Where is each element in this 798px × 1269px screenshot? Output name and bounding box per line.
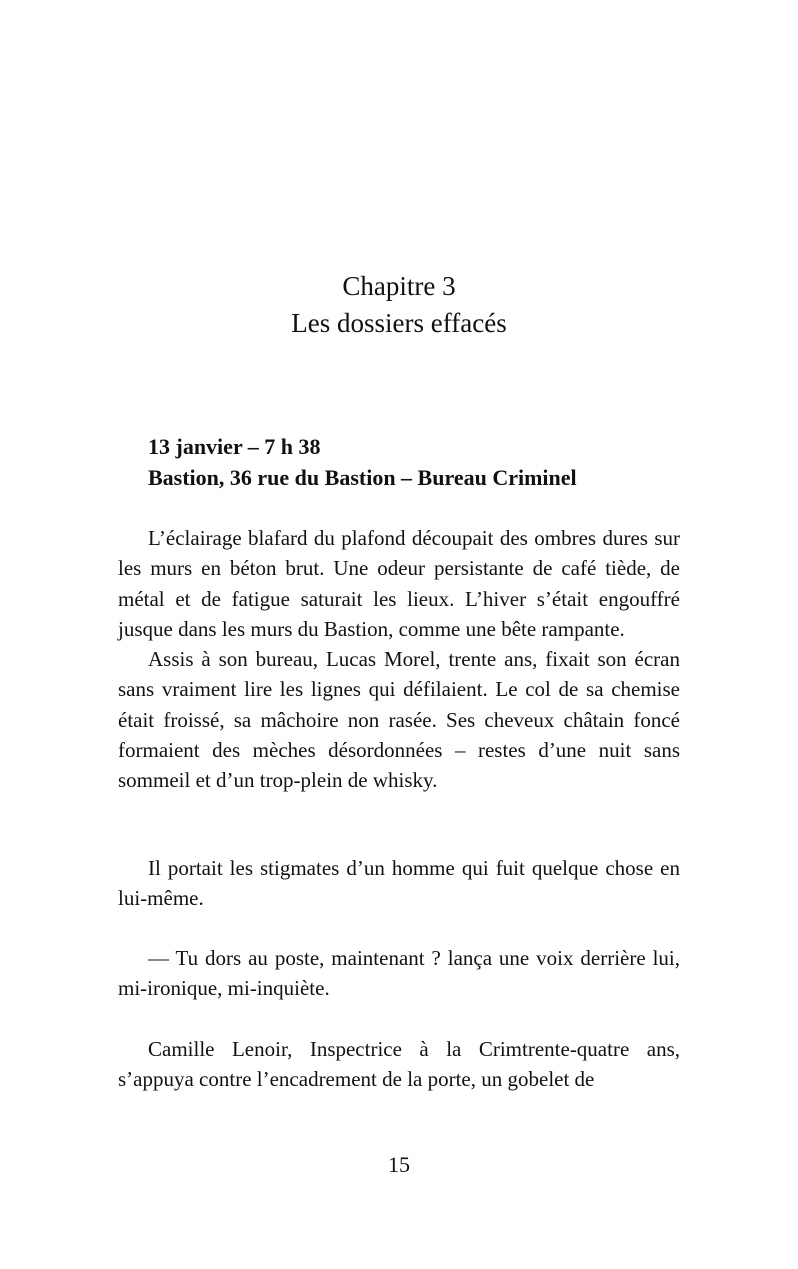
paragraph: Il portait les stigmates d’un homme qui fuit quelque chose en lui-même. xyxy=(118,856,680,911)
text-block-dialogue xyxy=(118,943,680,1004)
scene-date-time: 13 janvier – 7 h 38 xyxy=(148,434,321,459)
paragraph: Camille Lenoir, Inspectrice à la Crimtrente-quatre ans, s’appuya contre l’encadrement de la porte, un gobelet de xyxy=(118,1037,680,1092)
paragraph: L’éclairage blafard du plafond découpait des ombres dures sur les murs en béton brut. Une odeur persistante de café tiède, de métal et de fatigue saturait les lieux. L’hiver s’était engouffré jusque dans les murs du Bastion, comme une bête rampante. xyxy=(118,526,680,641)
chapter-heading xyxy=(0,268,798,342)
paragraph: Assis à son bureau, Lucas Morel, trente ans, fixait son écran sans vraiment lire les lignes qui défilaient. Le col de sa chemise était froissé, sa mâchoire non rasée. Ses cheveux châtain foncé formaient des mèches désordonnées – restes d’une nuit sans sommeil et d’un trop-plein de whisky. xyxy=(118,647,680,793)
chapter-number: Chapitre 3 xyxy=(342,271,456,301)
scene-header xyxy=(148,431,708,493)
text-block-stigmates xyxy=(118,853,680,914)
text-block-opening xyxy=(118,523,680,796)
page-number: 15 xyxy=(388,1152,410,1177)
chapter-title: Les dossiers effacés xyxy=(291,308,507,338)
scene-location: Bastion, 36 rue du Bastion – Bureau Criminel xyxy=(148,465,577,490)
text-block-camille xyxy=(118,1034,680,1095)
dialogue-paragraph: — Tu dors au poste, maintenant ? lança une voix derrière lui, mi-ironique, mi-inquiète. xyxy=(118,946,680,1001)
